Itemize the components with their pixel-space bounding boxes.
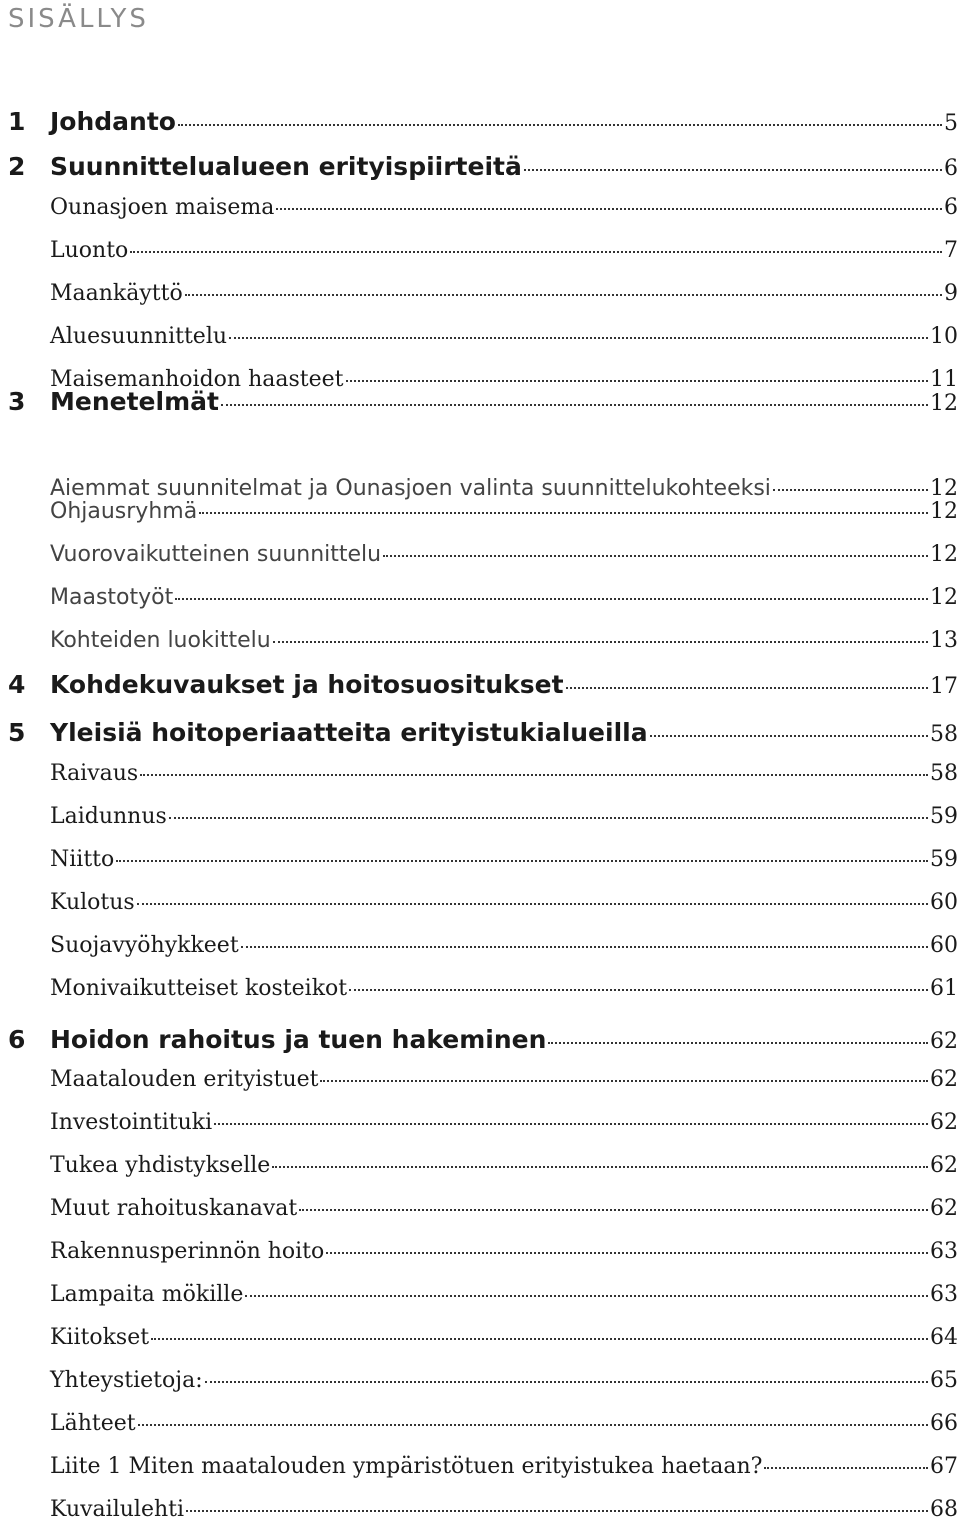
dot-leader [524, 169, 942, 171]
dot-leader [245, 1295, 928, 1297]
entry-title: Maisemanhoidon haasteet [50, 367, 344, 392]
page-number: 13 [930, 628, 958, 653]
page-number: 17 [930, 674, 958, 699]
toc-heading: SISÄLLYS [8, 4, 149, 34]
toc-entry[interactable] [0, 617, 960, 657]
toc-entry[interactable] [0, 184, 960, 224]
page-number: 65 [930, 1368, 958, 1393]
entry-title: Maastotyöt [50, 585, 174, 610]
toc-entry[interactable] [0, 531, 960, 571]
dot-leader [151, 1338, 928, 1340]
page-number: 6 [944, 156, 958, 181]
page-number: 62 [930, 1196, 958, 1221]
entry-title: Suunnittelualueen erityispiirteitä [50, 152, 522, 181]
dot-leader [221, 404, 928, 406]
entry-title: Liite 1 Miten maatalouden ympäristötuen erityistukea haetaan? [50, 1454, 763, 1479]
page-number: 9 [944, 281, 958, 306]
toc-entry[interactable] [0, 1357, 960, 1397]
dot-leader [175, 598, 928, 600]
page-number: 5 [944, 111, 958, 136]
page-number: 60 [930, 933, 958, 958]
entry-title: Kohteiden luokittelu [50, 628, 271, 653]
toc-entry[interactable] [0, 380, 960, 420]
toc-entry[interactable] [0, 1443, 960, 1483]
dot-leader [138, 1424, 928, 1426]
entry-title: Johdanto [50, 107, 176, 136]
page-number: 63 [930, 1282, 958, 1307]
toc-entry[interactable] [0, 1142, 960, 1182]
dot-leader [185, 294, 942, 296]
entry-title: Maankäyttö [50, 281, 183, 306]
page-number: 12 [930, 391, 958, 416]
toc-entry[interactable] [0, 836, 960, 876]
dot-leader [320, 1080, 928, 1082]
page-number: 63 [930, 1239, 958, 1264]
chapter-number: 4 [8, 670, 26, 699]
entry-title: Luonto [50, 238, 129, 263]
dot-leader [548, 1042, 928, 1044]
entry-title: Tukea yhdistykselle [50, 1153, 271, 1178]
dot-leader [178, 124, 942, 126]
dot-leader [130, 251, 942, 253]
entry-title: Kuvailulehti [50, 1497, 185, 1522]
toc-entry[interactable] [0, 227, 960, 267]
entry-title: Maatalouden erityistuet [50, 1067, 319, 1092]
page-number: 6 [944, 195, 958, 220]
entry-title: Aluesuunnittelu [50, 324, 228, 349]
chapter-number: 1 [8, 107, 26, 136]
entry-title: Kiitokset [50, 1325, 150, 1350]
toc-entry[interactable] [0, 1400, 960, 1440]
entry-title: Menetelmät [50, 387, 219, 416]
page-number: 62 [930, 1029, 958, 1054]
entry-title: Monivaikutteiset kosteikot [50, 976, 348, 1001]
entry-title: Suojavyöhykkeet [50, 933, 239, 958]
page-number: 66 [930, 1411, 958, 1436]
dot-leader [116, 860, 928, 862]
dot-leader [276, 208, 942, 210]
entry-title: Aiemmat suunnitelmat ja Ounasjoen valinta suunnittelukohteeksi [50, 476, 771, 501]
dot-leader [650, 735, 928, 737]
entry-title: Vuorovaikutteinen suunnittelu [50, 542, 382, 567]
toc-entry[interactable] [0, 574, 960, 614]
entry-title: Yleisiä hoitoperiaatteita erityistukialueilla [50, 718, 648, 747]
dot-leader [273, 641, 928, 643]
entry-title: Yhteystietoja: [50, 1368, 203, 1393]
dot-leader [272, 1166, 928, 1168]
chapter-number: 3 [8, 387, 26, 416]
entry-title: Ohjausryhmä [50, 499, 198, 524]
toc-entry[interactable] [0, 270, 960, 310]
toc-entry[interactable] [0, 1099, 960, 1139]
entry-title: Hoidon rahoitus ja tuen hakeminen [50, 1025, 547, 1054]
chapter-number: 5 [8, 718, 26, 747]
toc-entry[interactable] [0, 750, 960, 790]
toc-entry[interactable] [0, 145, 960, 185]
chapter-number: 6 [8, 1025, 26, 1054]
page-number: 12 [930, 542, 958, 567]
chapter-number: 2 [8, 152, 26, 181]
dot-leader [566, 687, 928, 689]
dot-leader [349, 989, 928, 991]
toc-entry[interactable] [0, 313, 960, 353]
entry-title: Ounasjoen maisema [50, 195, 275, 220]
dot-leader [169, 817, 928, 819]
dot-leader [199, 512, 928, 514]
dot-leader [383, 555, 928, 557]
entry-title: Niitto [50, 847, 115, 872]
page-number: 59 [930, 847, 958, 872]
page-number: 12 [930, 499, 958, 524]
entry-title: Rakennusperinnön hoito [50, 1239, 325, 1264]
page-number: 58 [930, 722, 958, 747]
dot-leader [214, 1123, 928, 1125]
toc-entry[interactable] [0, 1271, 960, 1311]
toc-entry[interactable] [0, 965, 960, 1005]
toc-entry[interactable] [0, 1314, 960, 1354]
dot-leader [140, 774, 928, 776]
toc-entry[interactable] [0, 100, 960, 140]
page-number: 62 [930, 1067, 958, 1092]
page-number: 64 [930, 1325, 958, 1350]
entry-title: Raivaus [50, 761, 139, 786]
page-number: 60 [930, 890, 958, 915]
page-number: 62 [930, 1110, 958, 1135]
toc-entry[interactable] [0, 1486, 960, 1526]
entry-title: Muut rahoituskanavat [50, 1196, 298, 1221]
page-number: 58 [930, 761, 958, 786]
entry-title: Lähteet [50, 1411, 136, 1436]
toc-entry[interactable] [0, 879, 960, 919]
page-number: 61 [930, 976, 958, 1001]
dot-leader [764, 1467, 928, 1469]
toc-entry[interactable] [0, 1228, 960, 1268]
page-number: 67 [930, 1454, 958, 1479]
page-number: 10 [930, 324, 958, 349]
entry-title: Lampaita mökille [50, 1282, 244, 1307]
page-number: 7 [944, 238, 958, 263]
page-number: 12 [930, 476, 958, 501]
dot-leader [137, 903, 928, 905]
dot-leader [229, 337, 928, 339]
entry-title: Kohdekuvaukset ja hoitosuositukset [50, 670, 564, 699]
toc-entry[interactable] [0, 1185, 960, 1225]
page-number: 59 [930, 804, 958, 829]
toc-entry[interactable] [0, 793, 960, 833]
page-number: 12 [930, 585, 958, 610]
page-number: 62 [930, 1153, 958, 1178]
entry-title: Investointituki [50, 1110, 213, 1135]
page-number: 68 [930, 1497, 958, 1522]
toc-entry[interactable] [0, 1056, 960, 1096]
toc-entry[interactable] [0, 1018, 960, 1058]
toc-entry[interactable] [0, 922, 960, 962]
toc-entry[interactable] [0, 711, 960, 751]
dot-leader [299, 1209, 928, 1211]
toc-entry[interactable] [0, 488, 960, 528]
page-number: 11 [930, 367, 958, 392]
toc-entry[interactable] [0, 663, 960, 703]
dot-leader [326, 1252, 928, 1254]
entry-title: Kulotus [50, 890, 135, 915]
dot-leader [241, 946, 928, 948]
entry-title: Laidunnus [50, 804, 167, 829]
dot-leader [205, 1381, 928, 1383]
dot-leader [186, 1510, 928, 1512]
